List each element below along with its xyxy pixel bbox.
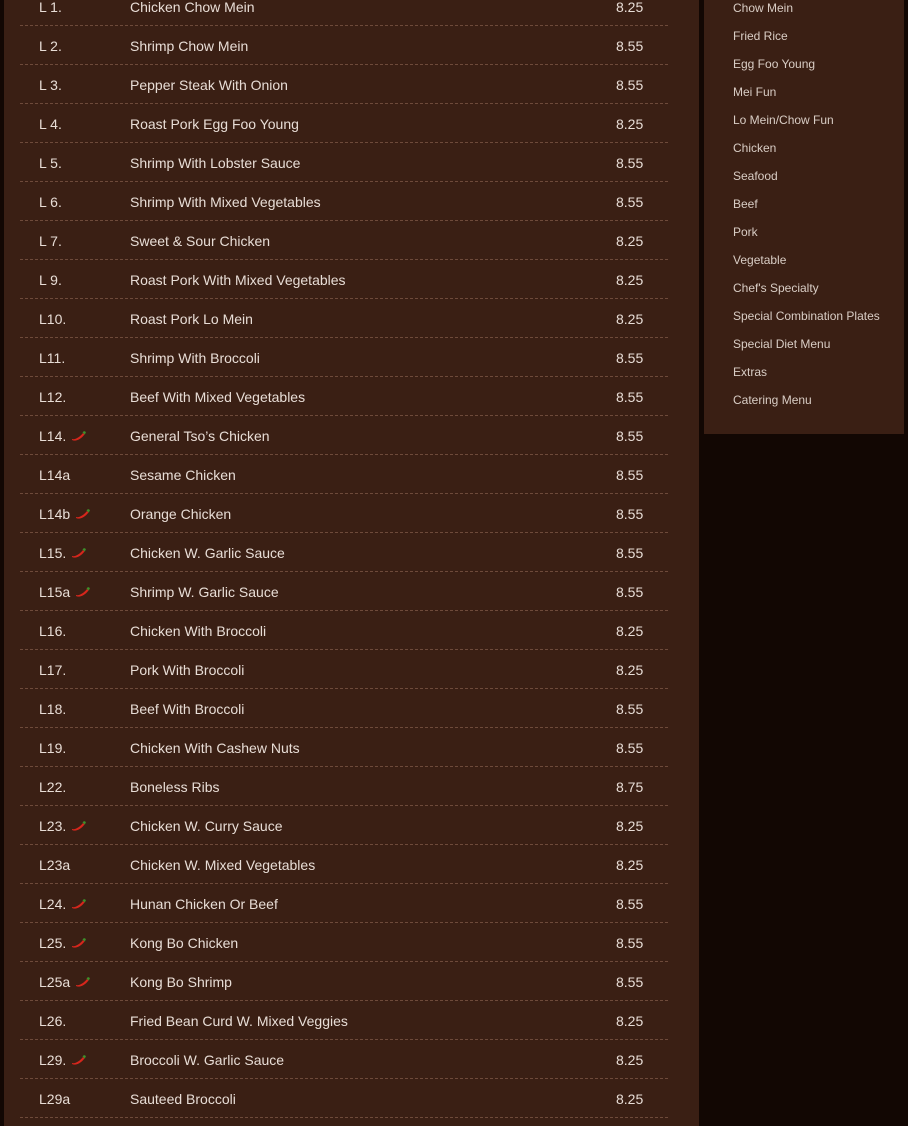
menu-item-price: 8.25 [616, 1091, 644, 1107]
menu-item-code-text: L17. [39, 662, 67, 678]
menu-item-code-text: L 1. [39, 0, 62, 15]
menu-item-name: Shrimp With Broccoli [130, 350, 260, 366]
chili-pepper-icon [73, 508, 91, 520]
menu-item-row [20, 689, 668, 728]
menu-item-row [20, 104, 668, 143]
menu-item-code-text: L11. [39, 350, 66, 366]
menu-item-price: 8.55 [616, 428, 644, 444]
menu-item-code [39, 155, 62, 171]
menu-item-code-text: L10. [39, 311, 67, 327]
menu-item-code-text: L14b [39, 506, 71, 522]
menu-item-row [20, 962, 668, 1001]
menu-item-name: Shrimp Chow Mein [130, 38, 249, 54]
menu-item-row [20, 884, 668, 923]
menu-item-code [39, 350, 65, 366]
menu-item-code [39, 428, 87, 444]
menu-item-row [20, 806, 668, 845]
menu-item-row [20, 260, 668, 299]
sidebar-link-chicken[interactable]: Chicken [733, 141, 777, 155]
menu-item-row [20, 65, 668, 104]
menu-item-code-text: L23. [39, 818, 67, 834]
menu-item-row [20, 845, 668, 884]
menu-item-row [20, 1040, 668, 1079]
menu-item-name: Kong Bo Shrimp [130, 974, 232, 990]
menu-item-code [39, 974, 91, 990]
menu-item-code [39, 1013, 66, 1029]
chili-pepper-icon [73, 586, 91, 598]
menu-item-price: 8.25 [616, 623, 644, 639]
menu-item-code-text: L15a [39, 584, 71, 600]
menu-item-code [39, 857, 70, 873]
menu-item-code-text: L23a [39, 857, 71, 873]
menu-item-code-text: L19. [39, 740, 67, 756]
menu-item-code-text: L 5. [39, 155, 62, 171]
menu-item-code-text: L26. [39, 1013, 67, 1029]
menu-item-name: Fried Bean Curd W. Mixed Veggies [130, 1013, 348, 1029]
menu-item-row [20, 767, 668, 806]
menu-item-code [39, 662, 66, 678]
menu-item-price: 8.25 [616, 662, 644, 678]
menu-item-row [20, 338, 668, 377]
menu-item-row [20, 221, 668, 260]
menu-item-name: Beef With Broccoli [130, 701, 245, 717]
menu-item-code-text: L14. [39, 428, 67, 444]
sidebar-link-chef-s-specialty[interactable]: Chef's Specialty [733, 281, 819, 295]
menu-item-name: Shrimp With Lobster Sauce [130, 155, 301, 171]
menu-item-row [20, 650, 668, 689]
menu-panel [4, 0, 699, 1126]
menu-item-price: 8.55 [616, 194, 644, 210]
menu-item-code [39, 38, 62, 54]
menu-item-name: Pork With Broccoli [130, 662, 245, 678]
menu-item-code [39, 311, 66, 327]
menu-item-price: 8.55 [616, 701, 644, 717]
chili-pepper-icon [69, 937, 87, 949]
menu-item-name: Chicken Chow Mein [130, 0, 255, 15]
menu-item-code-text: L14a [39, 467, 71, 483]
menu-item-code-text: L 7. [39, 233, 62, 249]
menu-item-price: 8.55 [616, 545, 644, 561]
menu-item-code-text: L 6. [39, 194, 62, 210]
menu-item-price: 8.55 [616, 389, 644, 405]
menu-item-price: 8.55 [616, 155, 644, 171]
menu-item-code [39, 467, 70, 483]
sidebar-link-extras[interactable]: Extras [733, 365, 768, 379]
menu-item-price: 8.25 [616, 857, 644, 873]
menu-item-row [20, 494, 668, 533]
sidebar-link-catering-menu[interactable]: Catering Menu [733, 393, 812, 407]
menu-item-code [39, 77, 62, 93]
menu-item-row [20, 377, 668, 416]
menu-item-name: Sesame Chicken [130, 467, 236, 483]
sidebar-link-mei-fun[interactable]: Mei Fun [733, 85, 777, 99]
menu-item-code-text: L29a [39, 1091, 71, 1107]
menu-item-name: Pepper Steak With Onion [130, 77, 288, 93]
menu-item-row [20, 728, 668, 767]
menu-item-code [39, 623, 66, 639]
sidebar-link-lo-mein-chow-fun[interactable]: Lo Mein/Chow Fun [733, 113, 834, 127]
sidebar-link-special-diet-menu[interactable]: Special Diet Menu [733, 337, 831, 351]
menu-item-name: Chicken W. Garlic Sauce [130, 545, 285, 561]
menu-item-price: 8.55 [616, 740, 644, 756]
menu-item-code-text: L 3. [39, 77, 62, 93]
menu-item-price: 8.55 [616, 467, 644, 483]
menu-item-price: 8.25 [616, 1013, 644, 1029]
menu-item-name: Shrimp W. Garlic Sauce [130, 584, 279, 600]
menu-item-price: 8.25 [616, 1052, 644, 1068]
menu-item-name: Roast Pork Egg Foo Young [130, 116, 299, 132]
menu-item-price: 8.25 [616, 311, 644, 327]
menu-item-price: 8.25 [616, 0, 644, 15]
menu-item-code-text: L18. [39, 701, 67, 717]
chili-pepper-icon [69, 820, 87, 832]
menu-item-code [39, 194, 62, 210]
menu-item-row [20, 611, 668, 650]
menu-item-code [39, 0, 62, 15]
menu-item-price: 8.55 [616, 38, 644, 54]
sidebar-link-egg-foo-young[interactable]: Egg Foo Young [733, 57, 816, 71]
menu-item-code-text: L25. [39, 935, 67, 951]
sidebar-link-beef[interactable]: Beef [733, 197, 758, 211]
menu-item-name: Chicken With Cashew Nuts [130, 740, 300, 756]
sidebar-link-pork[interactable]: Pork [733, 225, 758, 239]
chili-pepper-icon [69, 547, 87, 559]
menu-item-price: 8.25 [616, 818, 644, 834]
menu-item-code [39, 1052, 87, 1068]
menu-item-name: Orange Chicken [130, 506, 232, 522]
sidebar-link-fried-rice[interactable]: Fried Rice [733, 29, 788, 43]
sidebar-link-seafood[interactable]: Seafood [733, 169, 778, 183]
menu-item-code [39, 701, 66, 717]
menu-item-code-text: L12. [39, 389, 67, 405]
chili-pepper-icon [69, 430, 87, 442]
menu-item-code [39, 116, 62, 132]
menu-item-row [20, 572, 668, 611]
menu-item-code-text: L29. [39, 1052, 67, 1068]
menu-item-price: 8.55 [616, 506, 644, 522]
menu-item-code [39, 818, 87, 834]
menu-item-code [39, 584, 91, 600]
menu-item-row [20, 1001, 668, 1040]
menu-item-row [20, 455, 668, 494]
menu-item-name: Chicken With Broccoli [130, 623, 267, 639]
chili-pepper-icon [73, 976, 91, 988]
menu-item-name: Chicken W. Mixed Vegetables [130, 857, 316, 873]
menu-item-code-text: L 2. [39, 38, 62, 54]
menu-item-code-text: L24. [39, 896, 67, 912]
menu-item-name: Shrimp With Mixed Vegetables [130, 194, 321, 210]
menu-item-code [39, 1091, 70, 1107]
menu-item-price: 8.25 [616, 233, 644, 249]
menu-item-code-text: L22. [39, 779, 67, 795]
menu-item-name: Boneless Ribs [130, 779, 220, 795]
menu-item-row [20, 416, 668, 455]
menu-item-price: 8.55 [616, 935, 644, 951]
menu-item-code [39, 935, 87, 951]
menu-item-name: Beef With Mixed Vegetables [130, 389, 306, 405]
menu-item-price: 8.25 [616, 272, 644, 288]
menu-item-code-text: L 4. [39, 116, 62, 132]
menu-item-code [39, 233, 62, 249]
menu-table [20, 0, 668, 1118]
menu-item-code [39, 389, 66, 405]
menu-item-name: Roast Pork With Mixed Vegetables [130, 272, 346, 288]
menu-item-price: 8.55 [616, 896, 644, 912]
chili-pepper-icon [69, 898, 87, 910]
menu-item-row [20, 143, 668, 182]
menu-item-price: 8.55 [616, 350, 644, 366]
menu-item-price: 8.55 [616, 974, 644, 990]
category-sidebar [704, 0, 904, 434]
menu-item-code [39, 272, 62, 288]
menu-item-code-text: L15. [39, 545, 67, 561]
menu-item-code-text: L25a [39, 974, 71, 990]
menu-item-row [20, 923, 668, 962]
menu-item-name: Chicken W. Curry Sauce [130, 818, 283, 834]
menu-item-row [20, 182, 668, 221]
menu-item-row [20, 26, 668, 65]
menu-item-name: Hunan Chicken Or Beef [130, 896, 278, 912]
menu-item-code [39, 545, 87, 561]
sidebar-link-vegetable[interactable]: Vegetable [733, 253, 787, 267]
menu-item-name: Roast Pork Lo Mein [130, 311, 253, 327]
menu-item-name: General Tso’s Chicken [130, 428, 270, 444]
sidebar-link-special-combination-plates[interactable]: Special Combination Plates [733, 309, 880, 323]
menu-item-name: Broccoli W. Garlic Sauce [130, 1052, 285, 1068]
menu-item-name: Sauteed Broccoli [130, 1091, 236, 1107]
menu-item-row [20, 299, 668, 338]
menu-item-row [20, 0, 668, 26]
menu-item-code-text: L 9. [39, 272, 62, 288]
menu-item-name: Sweet & Sour Chicken [130, 233, 271, 249]
menu-item-price: 8.55 [616, 584, 644, 600]
menu-item-code [39, 740, 66, 756]
chili-pepper-icon [69, 1054, 87, 1066]
menu-item-row [20, 533, 668, 572]
menu-item-code-text: L16. [39, 623, 67, 639]
sidebar-link-chow-mein[interactable]: Chow Mein [733, 1, 794, 15]
menu-item-code [39, 896, 87, 912]
menu-item-code [39, 779, 66, 795]
menu-item-price: 8.55 [616, 77, 644, 93]
menu-item-name: Kong Bo Chicken [130, 935, 239, 951]
menu-item-price: 8.75 [616, 779, 644, 795]
menu-item-code [39, 506, 91, 522]
menu-item-price: 8.25 [616, 116, 644, 132]
menu-item-row [20, 1079, 668, 1118]
